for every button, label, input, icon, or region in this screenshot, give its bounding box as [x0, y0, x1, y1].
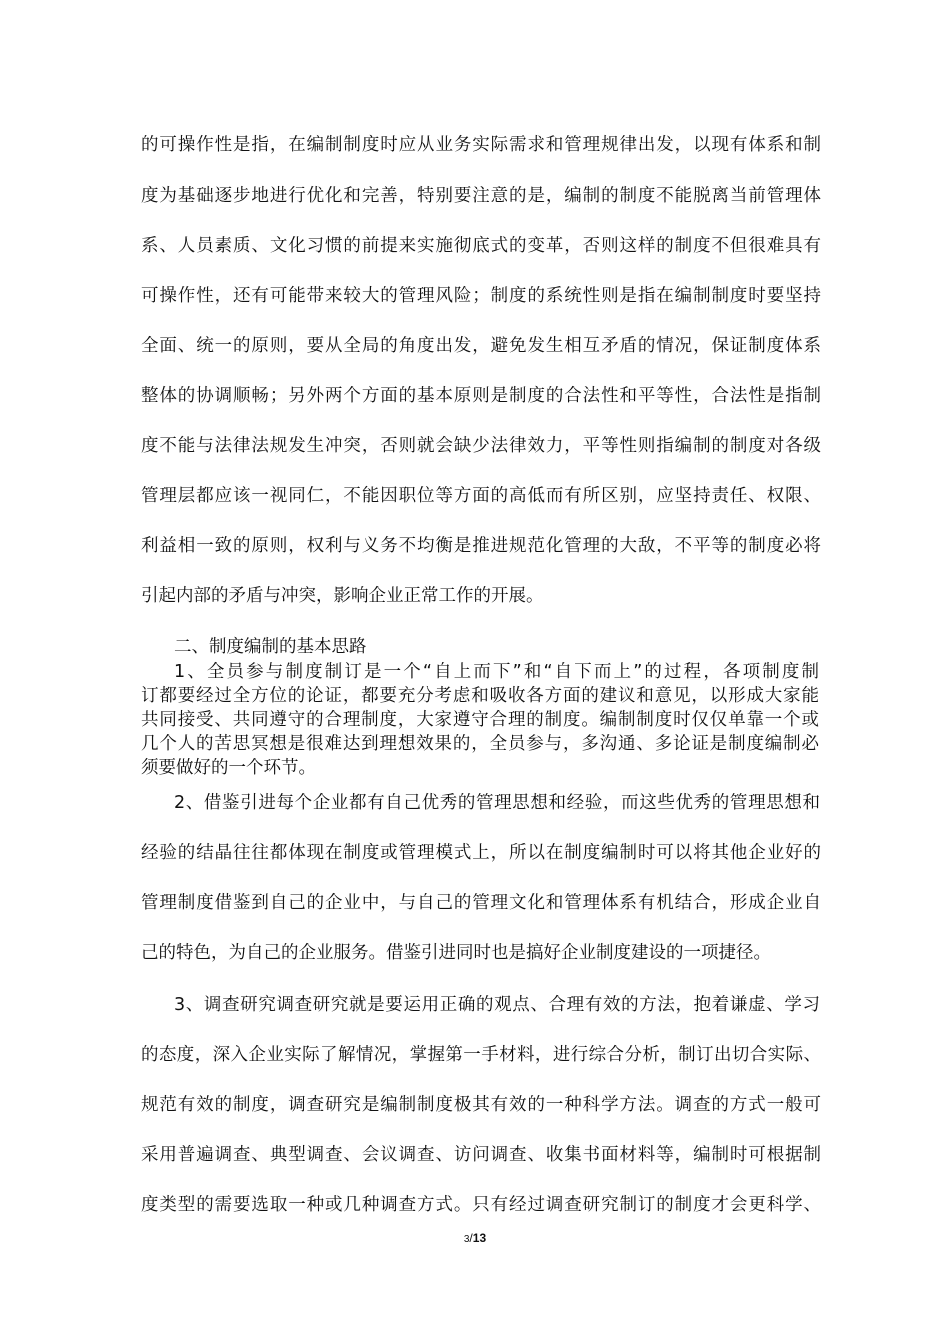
para4-line-5: 度类型的需要选取一种或几种调查方式。只有经过调查研究制订的制度才会更科学、 — [141, 1195, 821, 1215]
para4-line-4: 采用普遍调查、典型调查、会议调查、访问调查、收集书面材料等，编制时可根据制 — [141, 1145, 821, 1165]
para1-line-8: 管理层都应该一视同仁，不能因职位等方面的高低而有所区别，应坚持责任、权限、 — [141, 486, 821, 506]
para2-line-5: 须要做好的一个环节。 — [141, 758, 316, 778]
section-heading: 二、制度编制的基本思路 — [174, 637, 367, 657]
para1-line-9: 利益相一致的原则，权利与义务不均衡是推进规范化管理的大敌，不平等的制度必将 — [141, 536, 821, 556]
para1-line-10: 引起内部的矛盾与冲突，影响企业正常工作的开展。 — [141, 586, 544, 606]
para1-line-3: 系、人员素质、文化习惯的前提来实施彻底式的变革，否则这样的制度不但很难具有 — [141, 236, 821, 256]
page-current: 3 — [463, 1234, 470, 1245]
para2-line-4: 几个人的苦思冥想是很难达到理想效果的，全员参与，多沟通、多论证是制度编制必 — [141, 734, 819, 754]
para2-line-1: 1、全员参与制度制订是一个“自上而下”和“自下而上”的过程，各项制度制 — [174, 662, 819, 682]
para1-line-4: 可操作性，还有可能带来较大的管理风险；制度的系统性则是指在编制制度时要坚持 — [141, 286, 821, 306]
page-separator: / — [469, 1231, 473, 1245]
page-number — [0, 1231, 950, 1247]
para4-line-1: 3、调查研究调查研究就是要运用正确的观点、合理有效的方法，抱着谦虚、学习 — [174, 995, 820, 1015]
para3-line-3: 管理制度借鉴到自己的企业中，与自己的管理文化和管理体系有机结合，形成企业自 — [141, 893, 821, 913]
page-total: 13 — [472, 1231, 487, 1245]
para2-line-2: 订都要经过全方位的论证，都要充分考虑和吸收各方面的建议和意见，以形成大家能 — [141, 686, 819, 706]
para3-line-1: 2、借鉴引进每个企业都有自己优秀的管理思想和经验，而这些优秀的管理思想和 — [174, 793, 820, 813]
para4-line-2: 的态度，深入企业实际了解情况，掌握第一手材料，进行综合分析，制订出切合实际、 — [141, 1045, 821, 1065]
para3-line-2: 经验的结晶往往都体现在制度或管理模式上，所以在制度编制时可以将其他企业好的 — [141, 843, 821, 863]
para1-line-7: 度不能与法律法规发生冲突，否则就会缺少法律效力，平等性则指编制的制度对各级 — [141, 436, 821, 456]
para1-line-1: 的可操作性是指，在编制制度时应从业务实际需求和管理规律出发，以现有体系和制 — [141, 135, 821, 155]
para3-line-4: 己的特色，为自己的企业服务。借鉴引进同时也是搞好企业制度建设的一项捷径。 — [141, 943, 771, 963]
para4-line-3: 规范有效的制度，调查研究是编制制度极其有效的一种科学方法。调查的方式一般可 — [141, 1095, 821, 1115]
para2-line-3: 共同接受、共同遵守的合理制度，大家遵守合理的制度。编制制度时仅仅单靠一个或 — [141, 710, 819, 730]
para1-line-6: 整体的协调顺畅；另外两个方面的基本原则是制度的合法性和平等性，合法性是指制 — [141, 386, 821, 406]
para1-line-2: 度为基础逐步地进行优化和完善，特别要注意的是，编制的制度不能脱离当前管理体 — [141, 186, 821, 206]
para1-line-5: 全面、统一的原则，要从全局的角度出发，避免发生相互矛盾的情况，保证制度体系 — [141, 336, 821, 356]
